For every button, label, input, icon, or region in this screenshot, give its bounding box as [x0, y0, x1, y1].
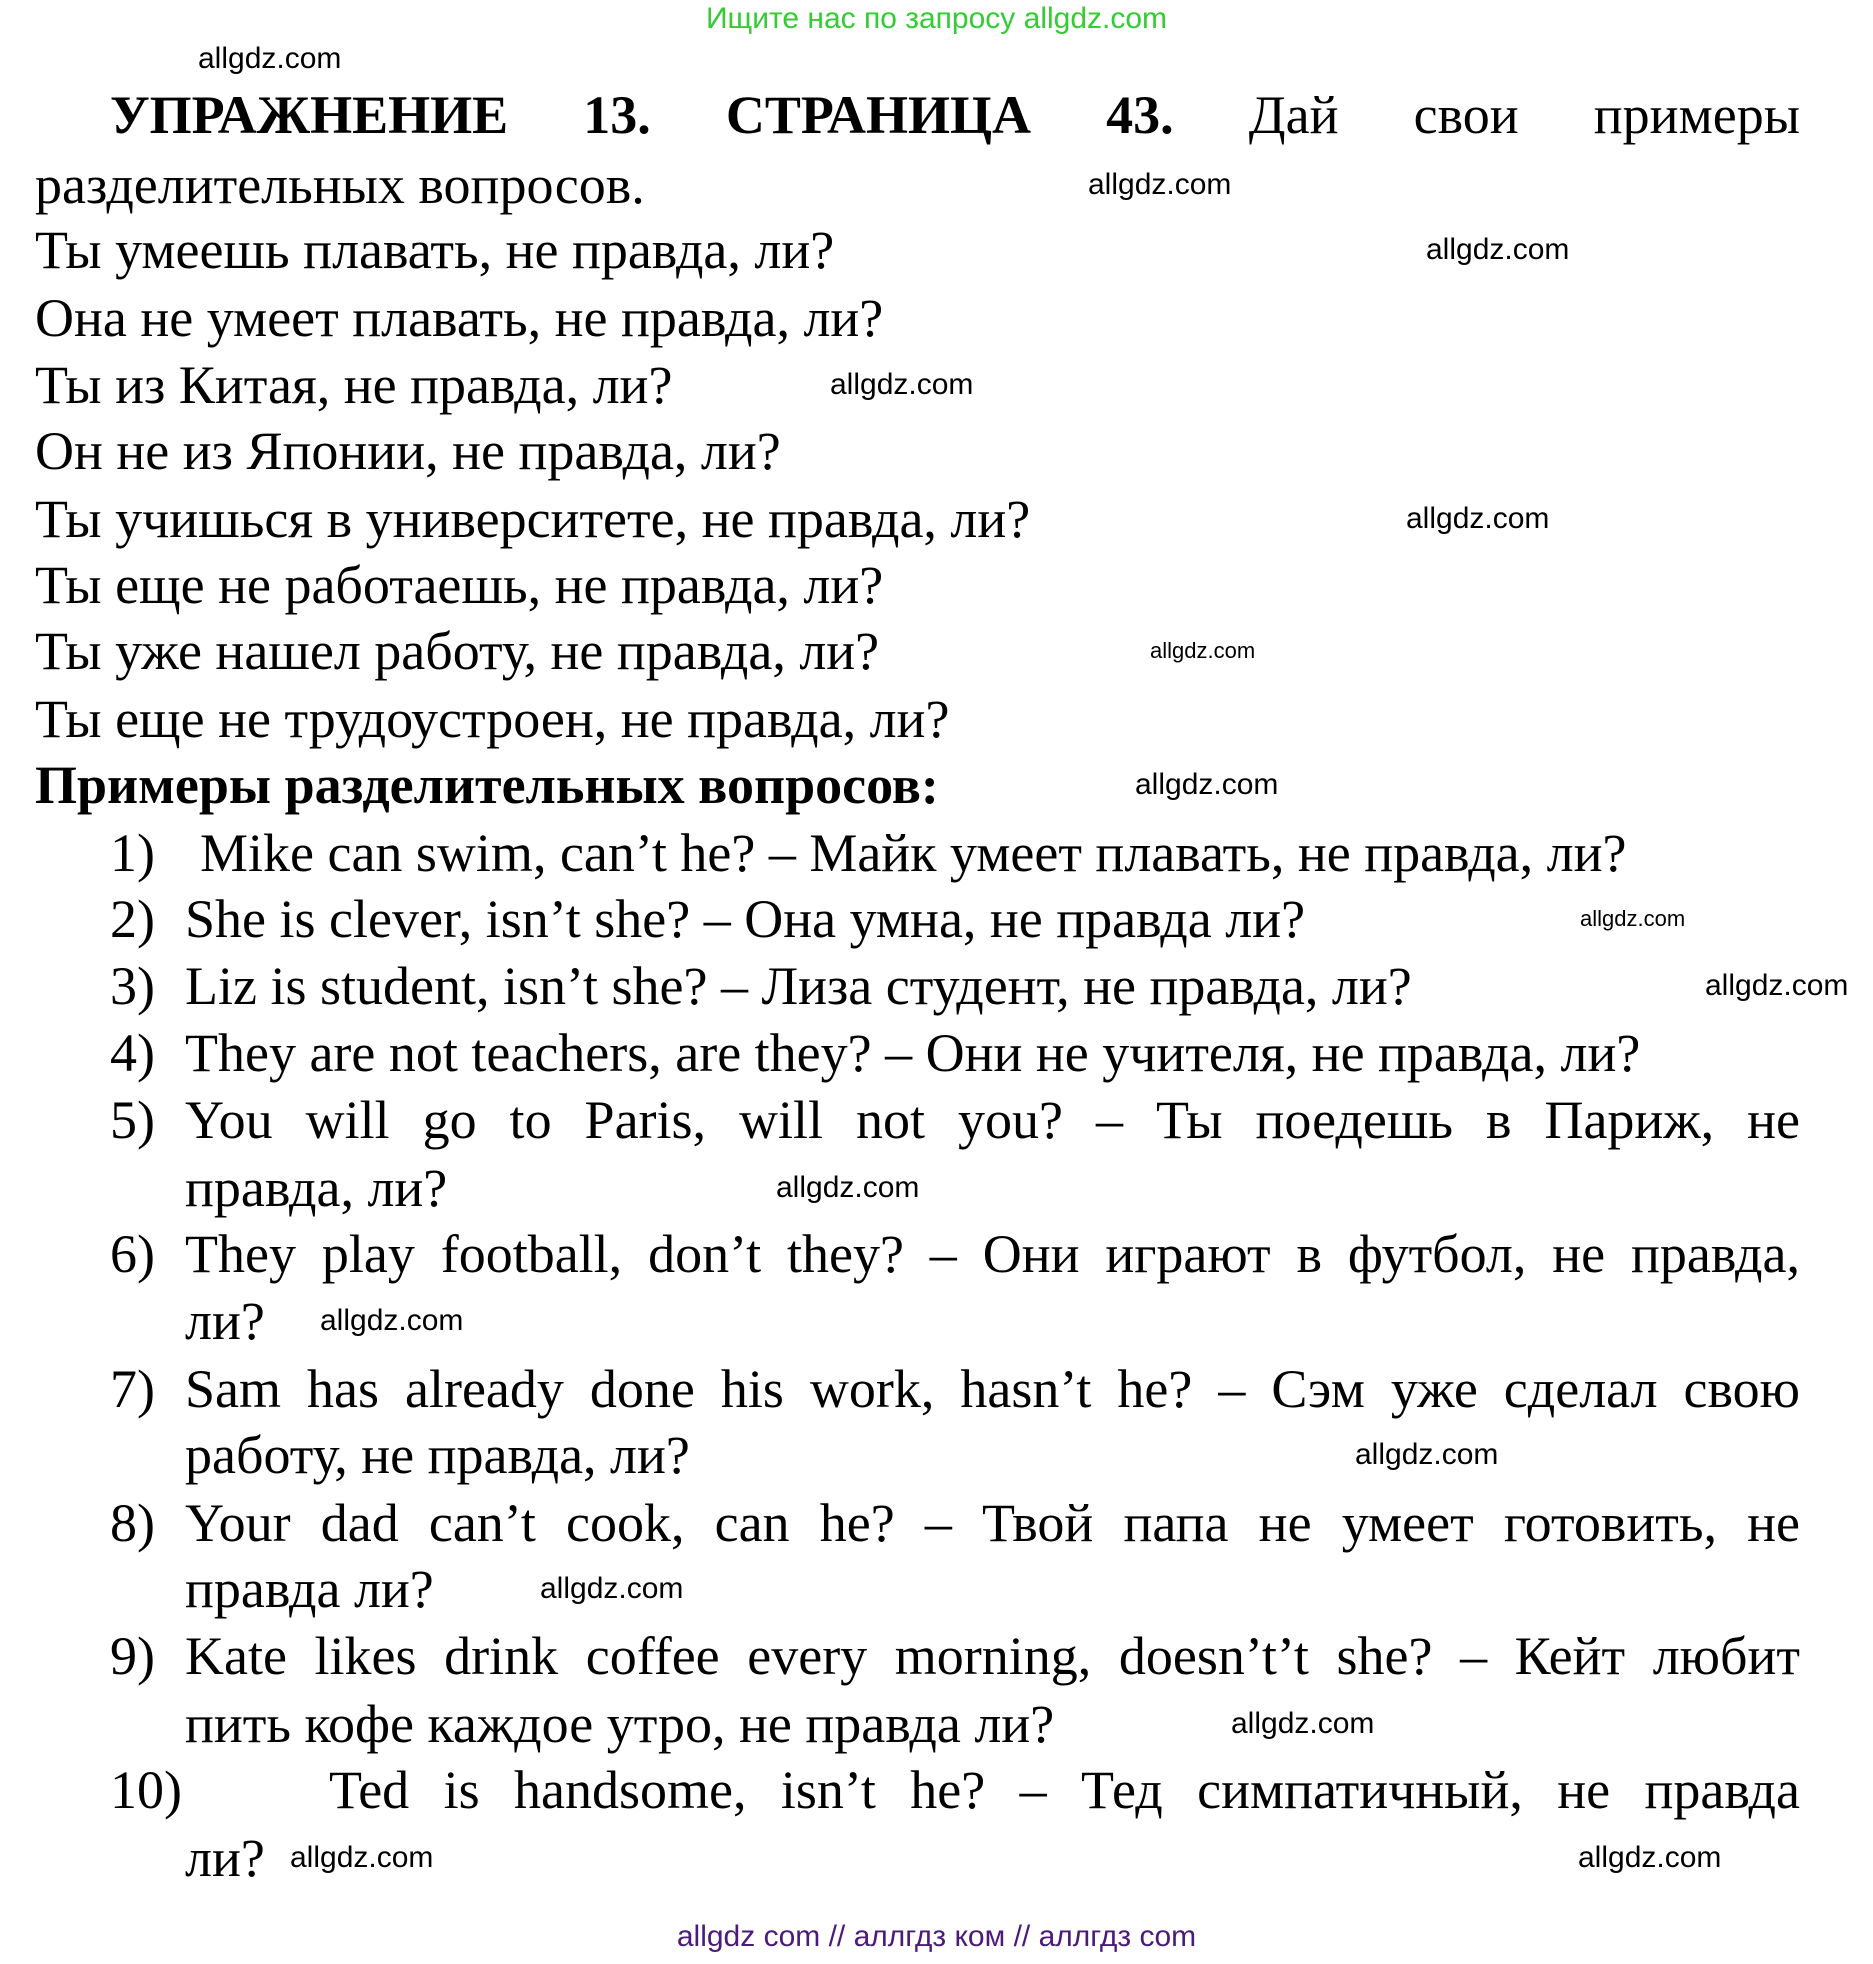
- example-text: She is clever, isn’t she? – Она умна, не правда ли?: [185, 889, 1306, 949]
- watermark: allgdz.com: [1231, 1707, 1375, 1740]
- example-text: Ted is handsome, isn’t he? – Тед симпатичный, не правда: [329, 1760, 1800, 1820]
- heading-task: Дай свои примеры: [1248, 85, 1800, 145]
- watermark: allgdz.com: [830, 368, 974, 401]
- prompt-line: Ты из Китая, не правда, ли?: [35, 355, 673, 415]
- heading-line-2: разделительных вопросов.: [35, 155, 645, 215]
- watermark: allgdz.com: [1406, 502, 1550, 535]
- example-text-cont: ли?: [185, 1828, 265, 1888]
- heading-line: [35, 81, 1800, 149]
- prompt-line: Она не умеет плавать, не правда, ли?: [35, 288, 884, 348]
- example-number: 4): [110, 1023, 155, 1083]
- top-banner: Ищите нас по запросу allgdz.com: [705, 2, 1168, 35]
- example-number: 5): [110, 1090, 155, 1150]
- example-text: They are not teachers, are they? – Они не учителя, не правда, ли?: [185, 1023, 1641, 1083]
- example-text: Liz is student, isn’t she? – Лиза студент, не правда, ли?: [185, 956, 1412, 1016]
- example-number: 2): [110, 889, 155, 949]
- watermark: allgdz.com: [540, 1572, 684, 1605]
- watermark: allgdz.com: [1150, 638, 1256, 663]
- watermark: allgdz.com: [290, 1841, 434, 1874]
- prompt-line: Ты умеешь плавать, не правда, ли?: [35, 220, 835, 280]
- example-text: Kate likes drink coffee every morning, doesn’t’t she? – Кейт любит: [185, 1626, 1800, 1686]
- exercise-title: УПРАЖНЕНИЕ 13. СТРАНИЦА 43.: [110, 85, 1174, 145]
- prompt-line: Он не из Японии, не правда, ли?: [35, 421, 781, 481]
- prompt-line: Ты еще не работаешь, не правда, ли?: [35, 555, 884, 615]
- watermark: allgdz.com: [198, 42, 342, 75]
- example-number: 6): [110, 1224, 155, 1284]
- watermark: allgdz.com: [1355, 1438, 1499, 1471]
- example-text-cont: правда, ли?: [185, 1158, 448, 1218]
- example-text: You will go to Paris, will not you? – Ты поедешь в Париж, не: [185, 1090, 1800, 1150]
- example-text-cont: работу, не правда, ли?: [185, 1425, 690, 1485]
- watermark: allgdz.com: [1580, 906, 1686, 931]
- bottom-banner: allgdz com // аллгдз ком // аллгдз com: [676, 1920, 1197, 1953]
- watermark: allgdz.com: [1578, 1841, 1722, 1874]
- watermark: allgdz.com: [1426, 233, 1570, 266]
- watermark: allgdz.com: [776, 1171, 920, 1204]
- example-text: Sam has already done his work, hasn’t he? – Сэм уже сделал свою: [185, 1359, 1800, 1419]
- prompt-line: Ты учишься в университете, не правда, ли?: [35, 489, 1031, 549]
- watermark: allgdz.com: [1705, 969, 1849, 1002]
- prompt-line: Ты уже нашел работу, не правда, ли?: [35, 621, 880, 681]
- example-number: 10): [110, 1760, 182, 1820]
- example-text: Your dad can’t cook, can he? – Твой папа не умеет готовить, не: [185, 1493, 1800, 1553]
- examples-title: Примеры разделительных вопросов:: [35, 755, 939, 815]
- watermark: allgdz.com: [1135, 768, 1279, 801]
- example-number: 9): [110, 1626, 155, 1686]
- example-number: 1): [110, 823, 155, 883]
- example-text-cont: пить кофе каждое утро, не правда ли?: [185, 1694, 1055, 1754]
- example-number: 3): [110, 956, 155, 1016]
- prompt-line: Ты еще не трудоустроен, не правда, ли?: [35, 689, 950, 749]
- example-number: 7): [110, 1359, 155, 1419]
- example-text: Mike can swim, can’t he? – Майк умеет плавать, не правда, ли?: [200, 823, 1627, 883]
- watermark: allgdz.com: [1088, 168, 1232, 201]
- example-number: 8): [110, 1493, 155, 1553]
- example-text-cont: правда ли?: [185, 1559, 434, 1619]
- watermark: allgdz.com: [320, 1304, 464, 1337]
- example-text: They play football, don’t they? – Они играют в футбол, не правда,: [185, 1224, 1800, 1284]
- example-text-cont: ли?: [185, 1291, 265, 1351]
